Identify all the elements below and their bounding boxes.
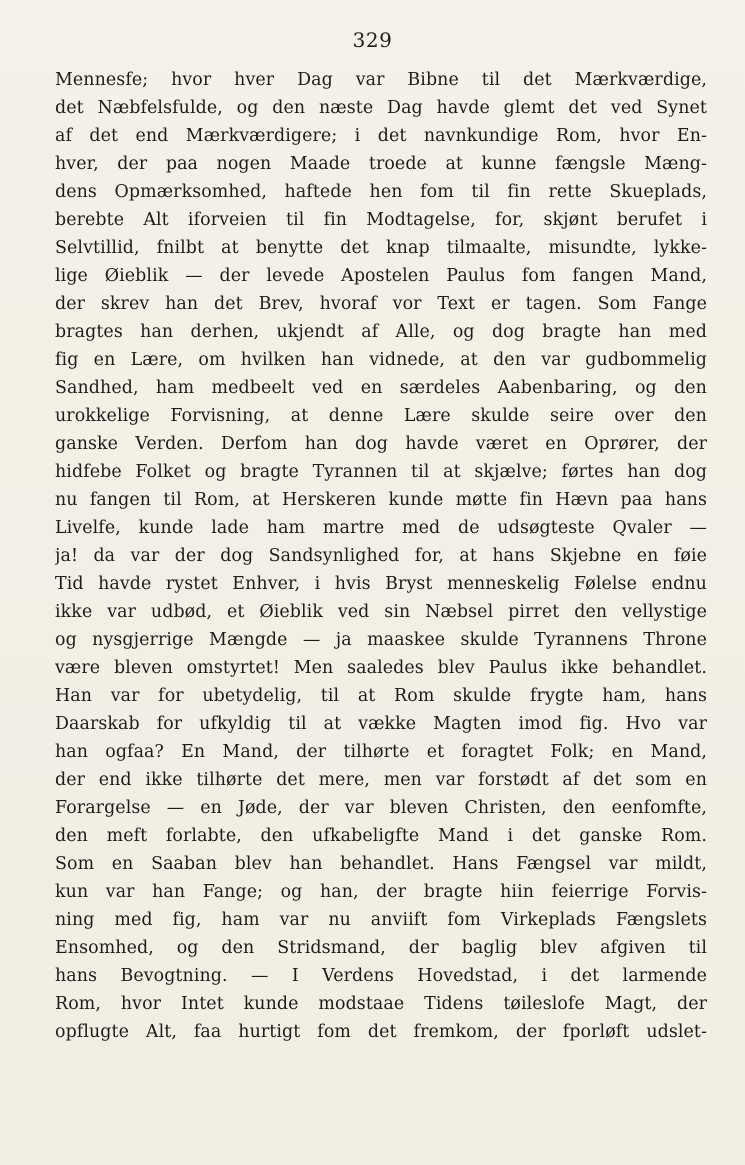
text-line: hver, der paa nogen Maade troede at kunne fængsle Mæng- <box>55 154 707 174</box>
text-line: ganske Verden. Derfom han dog havde været en Oprører, der <box>55 434 707 454</box>
text-line: og nysgjerrige Mængde — ja maaskee skulde Tyrannens Throne <box>55 630 707 650</box>
text-line: der skrev han det Brev, hvoraf vor Text er tagen. Som Fange <box>55 294 707 314</box>
text-line: Tid havde rystet Enhver, i hvis Bryst menneskelig Følelse endnu <box>55 574 707 594</box>
text-line: kun var han Fange; og han, der bragte hiin feierrige Forvis- <box>55 882 707 902</box>
text-line: ning med fig, ham var nu anviift fom Virkeplads Fængslets <box>55 910 707 930</box>
text-line: den meft forlabte, den ufkabeligfte Mand i det ganske Rom. <box>55 826 707 846</box>
text-line: Rom, hvor Intet kunde modstaae Tidens tøileslofe Magt, der <box>55 994 707 1014</box>
text-line: berebte Alt iforveien til fin Modtagelse, for, skjønt berufet i <box>55 210 707 230</box>
page-number: 329 <box>352 28 393 52</box>
text-line: være bleven omstyrtet! Men saaledes blev Paulus ikke behandlet. <box>55 658 707 678</box>
text-line: Forargelse — en Jøde, der var bleven Christen, den eenfomfte, <box>55 798 707 818</box>
text-line: der end ikke tilhørte det mere, men var forstødt af det som en <box>55 770 707 790</box>
text-line: hans Bevogtning. — I Verdens Hovedstad, i det larmende <box>55 966 707 986</box>
text-line: dens Opmærksomhed, haftede hen fom til fin rette Skueplads, <box>55 182 707 202</box>
text-line: Han var for ubetydelig, til at Rom skulde frygte ham, hans <box>55 686 707 706</box>
text-line: ja! da var der dog Sandsynlighed for, at hans Skjebne en føie <box>55 546 707 566</box>
text-line: urokkelige Forvisning, at denne Lære skulde seire over den <box>55 406 707 426</box>
text-line: Selvtillid, fnilbt at benytte det knap tilmaalte, misundte, lykke- <box>55 238 707 258</box>
body-text <box>55 66 707 1046</box>
text-line: nu fangen til Rom, at Herskeren kunde møtte fin Hævn paa hans <box>55 490 707 510</box>
text-line: Daarskab for ufkyldig til at vække Magten imod fig. Hvo var <box>55 714 707 734</box>
text-line: fig en Lære, om hvilken han vidnede, at den var gudbommelig <box>55 350 707 370</box>
text-line: Som en Saaban blev han behandlet. Hans Fængsel var mildt, <box>55 854 707 874</box>
text-line: af det end Mærkværdigere; i det navnkundige Rom, hvor En- <box>55 126 707 146</box>
text-line: bragtes han derhen, ukjendt af Alle, og dog bragte han med <box>55 322 707 342</box>
text-line: Mennesfe; hvor hver Dag var Bibne til det Mærkværdige, <box>55 70 707 90</box>
text-line: det Næbfelsfulde, og den næste Dag havde glemt det ved Synet <box>55 98 707 118</box>
text-line: hidfebe Folket og bragte Tyrannen til at skjælve; førtes han dog <box>55 462 707 482</box>
text-line: lige Øieblik — der levede Apostelen Paulus fom fangen Mand, <box>55 266 707 286</box>
text-line: Sandhed, ham medbeelt ved en særdeles Aabenbaring, og den <box>55 378 707 398</box>
text-line: Livelfe, kunde lade ham martre med de udsøgteste Qvaler — <box>55 518 707 538</box>
text-line: opflugte Alt, faa hurtigt fom det fremkom, der fporløft udslet- <box>55 1022 707 1042</box>
text-line: Ensomhed, og den Stridsmand, der baglig blev afgiven til <box>55 938 707 958</box>
text-line: han ogfaa? En Mand, der tilhørte et foragtet Folk; en Mand, <box>55 742 707 762</box>
text-line: ikke var udbød, et Øieblik ved sin Næbsel pirret den vellystige <box>55 602 707 622</box>
